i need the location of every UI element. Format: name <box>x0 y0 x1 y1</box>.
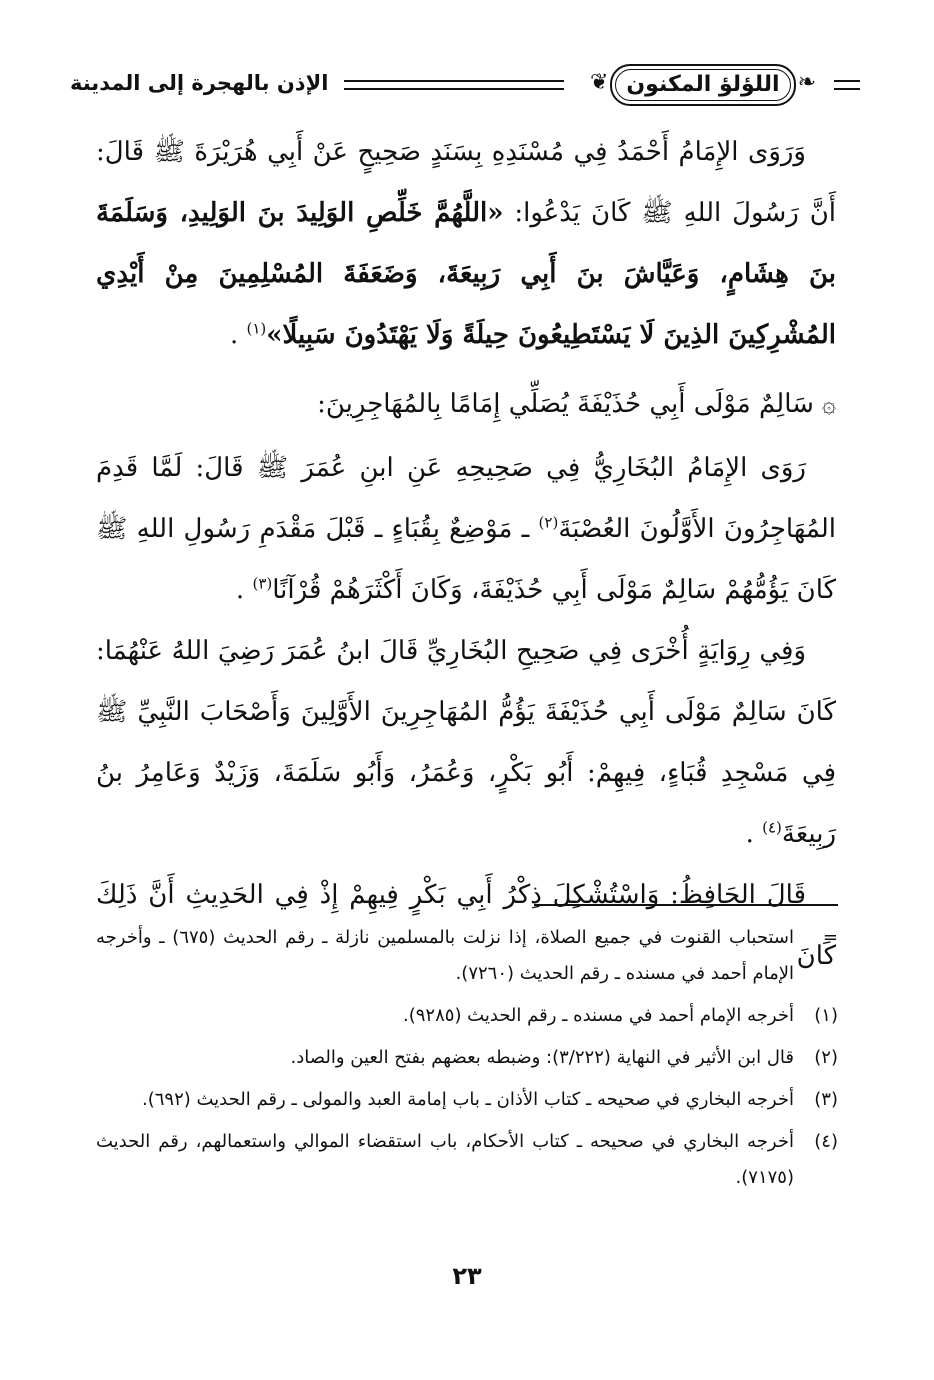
footnote-ref-1[interactable]: (١) <box>246 319 267 338</box>
footnote-4 <box>96 1124 838 1196</box>
paragraph-1-text: وَرَوَى الإِمَامُ أَحْمَدُ فِي مُسْنَدِهِ بِسَنَدٍ صَحِيحٍ عَنْ أَبِي هُرَيْرَةَ ﷺ قَالَ: أَنَّ رَسُولَ اللهِ ﷺ كَانَ يَدْعُوا: <box>96 137 837 228</box>
footnote-ref-2[interactable]: (٢) <box>538 513 559 532</box>
paragraph-3-text: وَفِي رِوَايَةٍ أُخْرَى فِي صَحِيحِ البُخَارِيِّ قَالَ ابنُ عُمَرَ رَضِيَ اللهُ عَنْهُمَا: كَانَ سَالِمٌ مَوْلَى أَبِي حُذَيْفَةَ يَؤُمُّ المُهَاجِرِينَ الأَوَّلِينَ وَأَصْحَابَ النَّبِيِّ ﷺ فِي مَسْجِدِ قُبَاءٍ، فِيهِمْ: أَبُو بَكْرٍ، وَعُمَرُ، وَأَبُو سَلَمَةَ، وَزَيْدٌ وَعَامِرُ بنُ رَبِيعَةَ <box>96 636 836 849</box>
footnote-number: (٢) <box>814 1047 838 1068</box>
title-cartouche <box>588 56 818 114</box>
footnote-ref-3[interactable]: (٣) <box>252 574 273 593</box>
paragraph-3 <box>96 621 836 865</box>
section-heading <box>96 374 836 434</box>
paragraph-1 <box>96 122 836 366</box>
footnote-3 <box>96 1082 838 1118</box>
paragraph-2-end: . <box>235 575 253 605</box>
paragraph-2-text-b: ـ مَوْضِعٌ بِقُبَاءٍ ـ قَبْلَ مَقْدَمِ رَسُولِ اللهِ ﷺ كَانَ يَؤُمُّهُمْ سَالِمٌ مَوْلَى أَبِي حُذَيْفَةَ، وَكَانَ أَكْثَرَهُمْ قُرْآنًا <box>96 514 836 605</box>
footnotes <box>96 920 838 1202</box>
footnote-text: أخرجه البخاري في صحيحه ـ كتاب الأحكام، باب استقضاء الموالي واستعمالهم، رقم الحديث (٧١٧٥). <box>96 1131 794 1188</box>
prophetic-quote: «اللَّهُمَّ خَلِّصِ الوَلِيدَ بنَ الوَلِيدِ، وَسَلَمَةَ بنَ هِشَامٍ، وَعَيَّاشَ بنَ أَبِي رَبِيعَةَ، وَضَعَفَةَ المُسْلِمِينَ مِنْ أَيْدِي المُشْرِكِينَ الذِينَ لَا يَسْتَطِيعُونَ حِيلَةً وَلَا يَهْتَدُونَ سَبِيلًا» <box>96 198 836 350</box>
header-rule-middle <box>344 80 564 90</box>
footnote-number: (١) <box>814 1005 838 1026</box>
page-number: ٢٣ <box>452 1262 482 1290</box>
footnote-text: أخرجه البخاري في صحيحه ـ كتاب الأذان ـ باب إمامة العبد والمولى ـ رقم الحديث (٦٩٢). <box>141 1089 794 1110</box>
footnote-1 <box>96 998 838 1034</box>
paragraph-1-end: . <box>229 320 247 350</box>
paragraph-3-end: . <box>745 819 763 849</box>
footnote-text: أخرجه الإمام أحمد في مسنده ـ رقم الحديث (٩٢٨٥). <box>403 1005 794 1026</box>
section-star-icon: ۞ <box>821 390 836 418</box>
footnote-text: استحباب القنوت في جميع الصلاة، إذا نزلت بالمسلمين نازلة ـ رقم الحديث (٦٧٥) ـ وأخرجه الإمام أحمد في مسنده ـ رقم الحديث (٧٢٦٠). <box>96 927 794 984</box>
footnote-separator <box>534 904 838 906</box>
paragraph-4: قَالَ الحَافِظُ: وَاسْتُشْكِلَ ذِكْرُ أَبِي بَكْرٍ فِيهِمْ إِذْ فِي الحَدِيثِ أَنَّ ذَلِكَ كَانَ <box>96 880 836 971</box>
section-heading-text: سَالِمٌ مَوْلَى أَبِي حُذَيْفَةَ يُصَلِّي إِمَامًا بِالمُهَاجِرِينَ: <box>317 389 814 419</box>
footnote-2 <box>96 1040 838 1076</box>
main-text <box>96 122 836 987</box>
footnote-continuation <box>96 920 838 992</box>
footnote-marker: = <box>822 927 838 948</box>
footnote-text: قال ابن الأثير في النهاية (٣/٢٢٢): وضبطه بعضهم بفتح العين والصاد. <box>290 1047 794 1068</box>
footnote-number: (٣) <box>814 1089 838 1110</box>
running-header <box>70 56 860 114</box>
paragraph-2 <box>96 438 836 621</box>
chapter-title: الإذن بالهجرة إلى المدينة <box>70 71 329 95</box>
book-title: اللؤلؤ المكنون <box>626 72 780 97</box>
footnote-number: (٤) <box>814 1131 838 1152</box>
header-rule-right <box>834 80 860 90</box>
ornament-right-icon: ❧ <box>797 70 816 95</box>
paragraph-2-text-a: رَوَى الإِمَامُ البُخَارِيُّ فِي صَحِيحِهِ عَنِ ابنِ عُمَرَ ﷺ قَالَ: لَمَّا قَدِمَ المُهَاجِرُونَ الأَوَّلُونَ العُصْبَةَ <box>96 453 836 544</box>
footnote-ref-4[interactable]: (٤) <box>762 818 782 837</box>
ornament-left-icon: ❦ <box>590 70 609 95</box>
